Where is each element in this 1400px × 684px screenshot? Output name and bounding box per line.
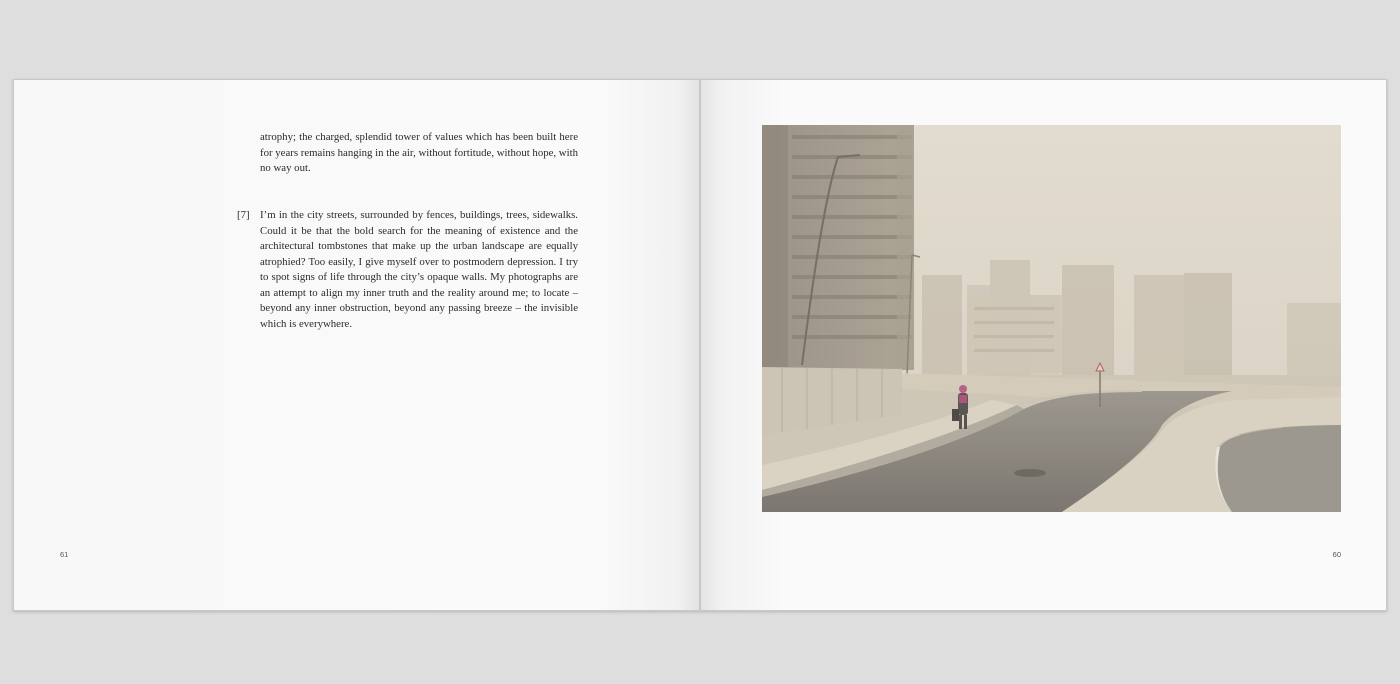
page-number-right: 60 [1332,550,1341,559]
continued-paragraph: atrophy; the charged, splendid tower of values which has been built here for years remains hanging in the air, without fortitude, without hope, with no way out. [260,131,579,174]
page-number-left: 61 [60,550,69,559]
paragraph-7-text: I’m in the city streets, surrounded by fences, buildings, trees, sidewalks. Could it be that the bold search for the meaning of existence and the architectural tombstones that make up the urban landscape are equally atrophied? Too easily, I give myself over to postmodern depression. I try to spot signs of life through the city’s opaque walls. My photographs are an attempt to align my inner truth and the reality around me; to locate – beyond any inner obstruction, beyond any passing breeze – the invisible which is everywhere. [260,209,578,330]
book-spread [13,79,1387,611]
street-photograph [762,125,1341,512]
right-page [700,79,1387,611]
paragraph-number: [7] [237,209,250,221]
left-page [13,79,700,611]
